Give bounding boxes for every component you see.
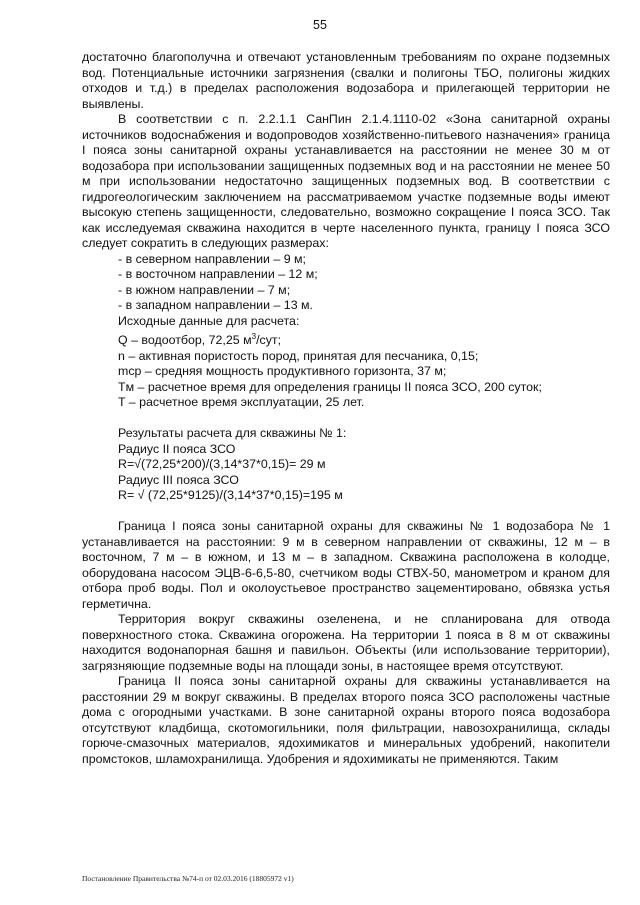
input-data-item: Q – водоотбор, 72,25 $м^3$/сут; [118,332,282,348]
results-section [82,426,610,504]
results-line: Радиус III пояса ЗСО [118,472,239,487]
paragraph: Граница II пояса зоны санитарной охраны для скважины устанавливается на расстоянии 29 м вокруг скважины. В пределах второго пояса ЗСО расположены частные дома с огородными участками. В зоне санитарной охраны второго пояса водозабора отсутствуют кладбища, скотомогильники, поля фильтрации, навозохранилища, склады горюче-смазочных материалов, ядохимикатов и минеральных удобрений, накопители промстоков, шламохранилища. Удобрения и ядохимикаты не применяются. Таким [82,674,610,766]
list-item: - в западном направлении – 13 м. [118,298,313,312]
paragraph: Граница I пояса зоны санитарной охраны для скважины № 1 водозабора № 1 устанавливается на расстоянии: 9 м в северном направлении от скважины, 12 м – в восточном, 7 м – в южном, и 13 м – в западном. Скважина расположена в колодце, оборудована насосом ЭЦВ-6-6,5-80, счетчиком воды СТВХ-50, манометром и краном для отбора проб воды. Пол и околоустьевое пространство зацементировано, обвязка устья герметична. [82,519,610,611]
input-data-item: T – расчетное время эксплуатации, 25 лет. [118,395,365,410]
input-data-item: mср – средняя мощность продуктивного горизонта, 37 м; [118,364,447,379]
results-line: Радиус II пояса ЗСО [118,441,236,456]
list-item: - в северном направлении – 9 м; [118,251,307,266]
paragraph: Территория вокруг скважины озеленена, и не спланирована для отвода поверхностного стока. Скважина огорожена. На территории 1 пояса в 8 м от скважины находится водонапорная башня и павильон. Объекты (или использование территории), загрязняющие подземные воды на площади зоны, в настоящее время отсутствуют. [82,612,610,673]
input-data-item: Tм – расчетное время для определения границы II пояса ЗСО, 200 суток; [118,379,542,394]
input-data-heading: Исходные данные для расчета: [118,313,300,328]
list-item: - в восточном направлении – 12 м; [118,267,318,281]
paragraph: В соответствии с п. 2.2.1.1 СанПин 2.1.4.1110-02 «Зона санитарной охраны источников водоснабжения и водопроводов хозяйственно-питьевого назначения» граница I пояса зоны санитарной охраны устанавливается на расстоянии не менее 30 м от водозабора при использовании защищенных подземных вод и на расстоянии не менее 50 м при использовании недостаточно защищенных подземных вод. В соответствии с гидрогеологическим заключением на рассматриваемом участке подземные воды имеют высокую степень защищенности, следовательно, возможно сокращение I пояса ЗСО. Так как исследуемая скважина находится в черте населенного пункта, границу I пояса ЗСО следует сократить в следующих размерах: [82,112,610,250]
input-data-item: n – активная пористость пород, принятая для песчаника, 0,15; [118,348,479,363]
document-body [82,50,610,767]
results-heading: Результаты расчета для скважины № 1: [118,426,347,441]
direction-list [82,252,610,314]
results-line: R=√(72,25*200)/(3,14*37*0,15)= 29 м [118,457,326,472]
results-line: R= √ (72,25*9125)/(3,14*37*0,15)=195 м [118,488,343,503]
page-number: 55 [313,18,327,32]
input-data-section [82,314,610,411]
list-item: - в южном направлении – 7 м; [118,282,291,297]
paragraph: достаточно благополучна и отвечают установленным требованиям по охране подземных вод. Потенциальные источники загрязнения (свалки и полигоны ТБО, полигоны жидких отходов и т.д.) в пределах расположения водозабора и прилегающей территории не выявлены. [82,50,610,111]
footer-note: Постановление Правительства №74-п от 02.03.2016 (18805972 v1) [82,874,294,883]
